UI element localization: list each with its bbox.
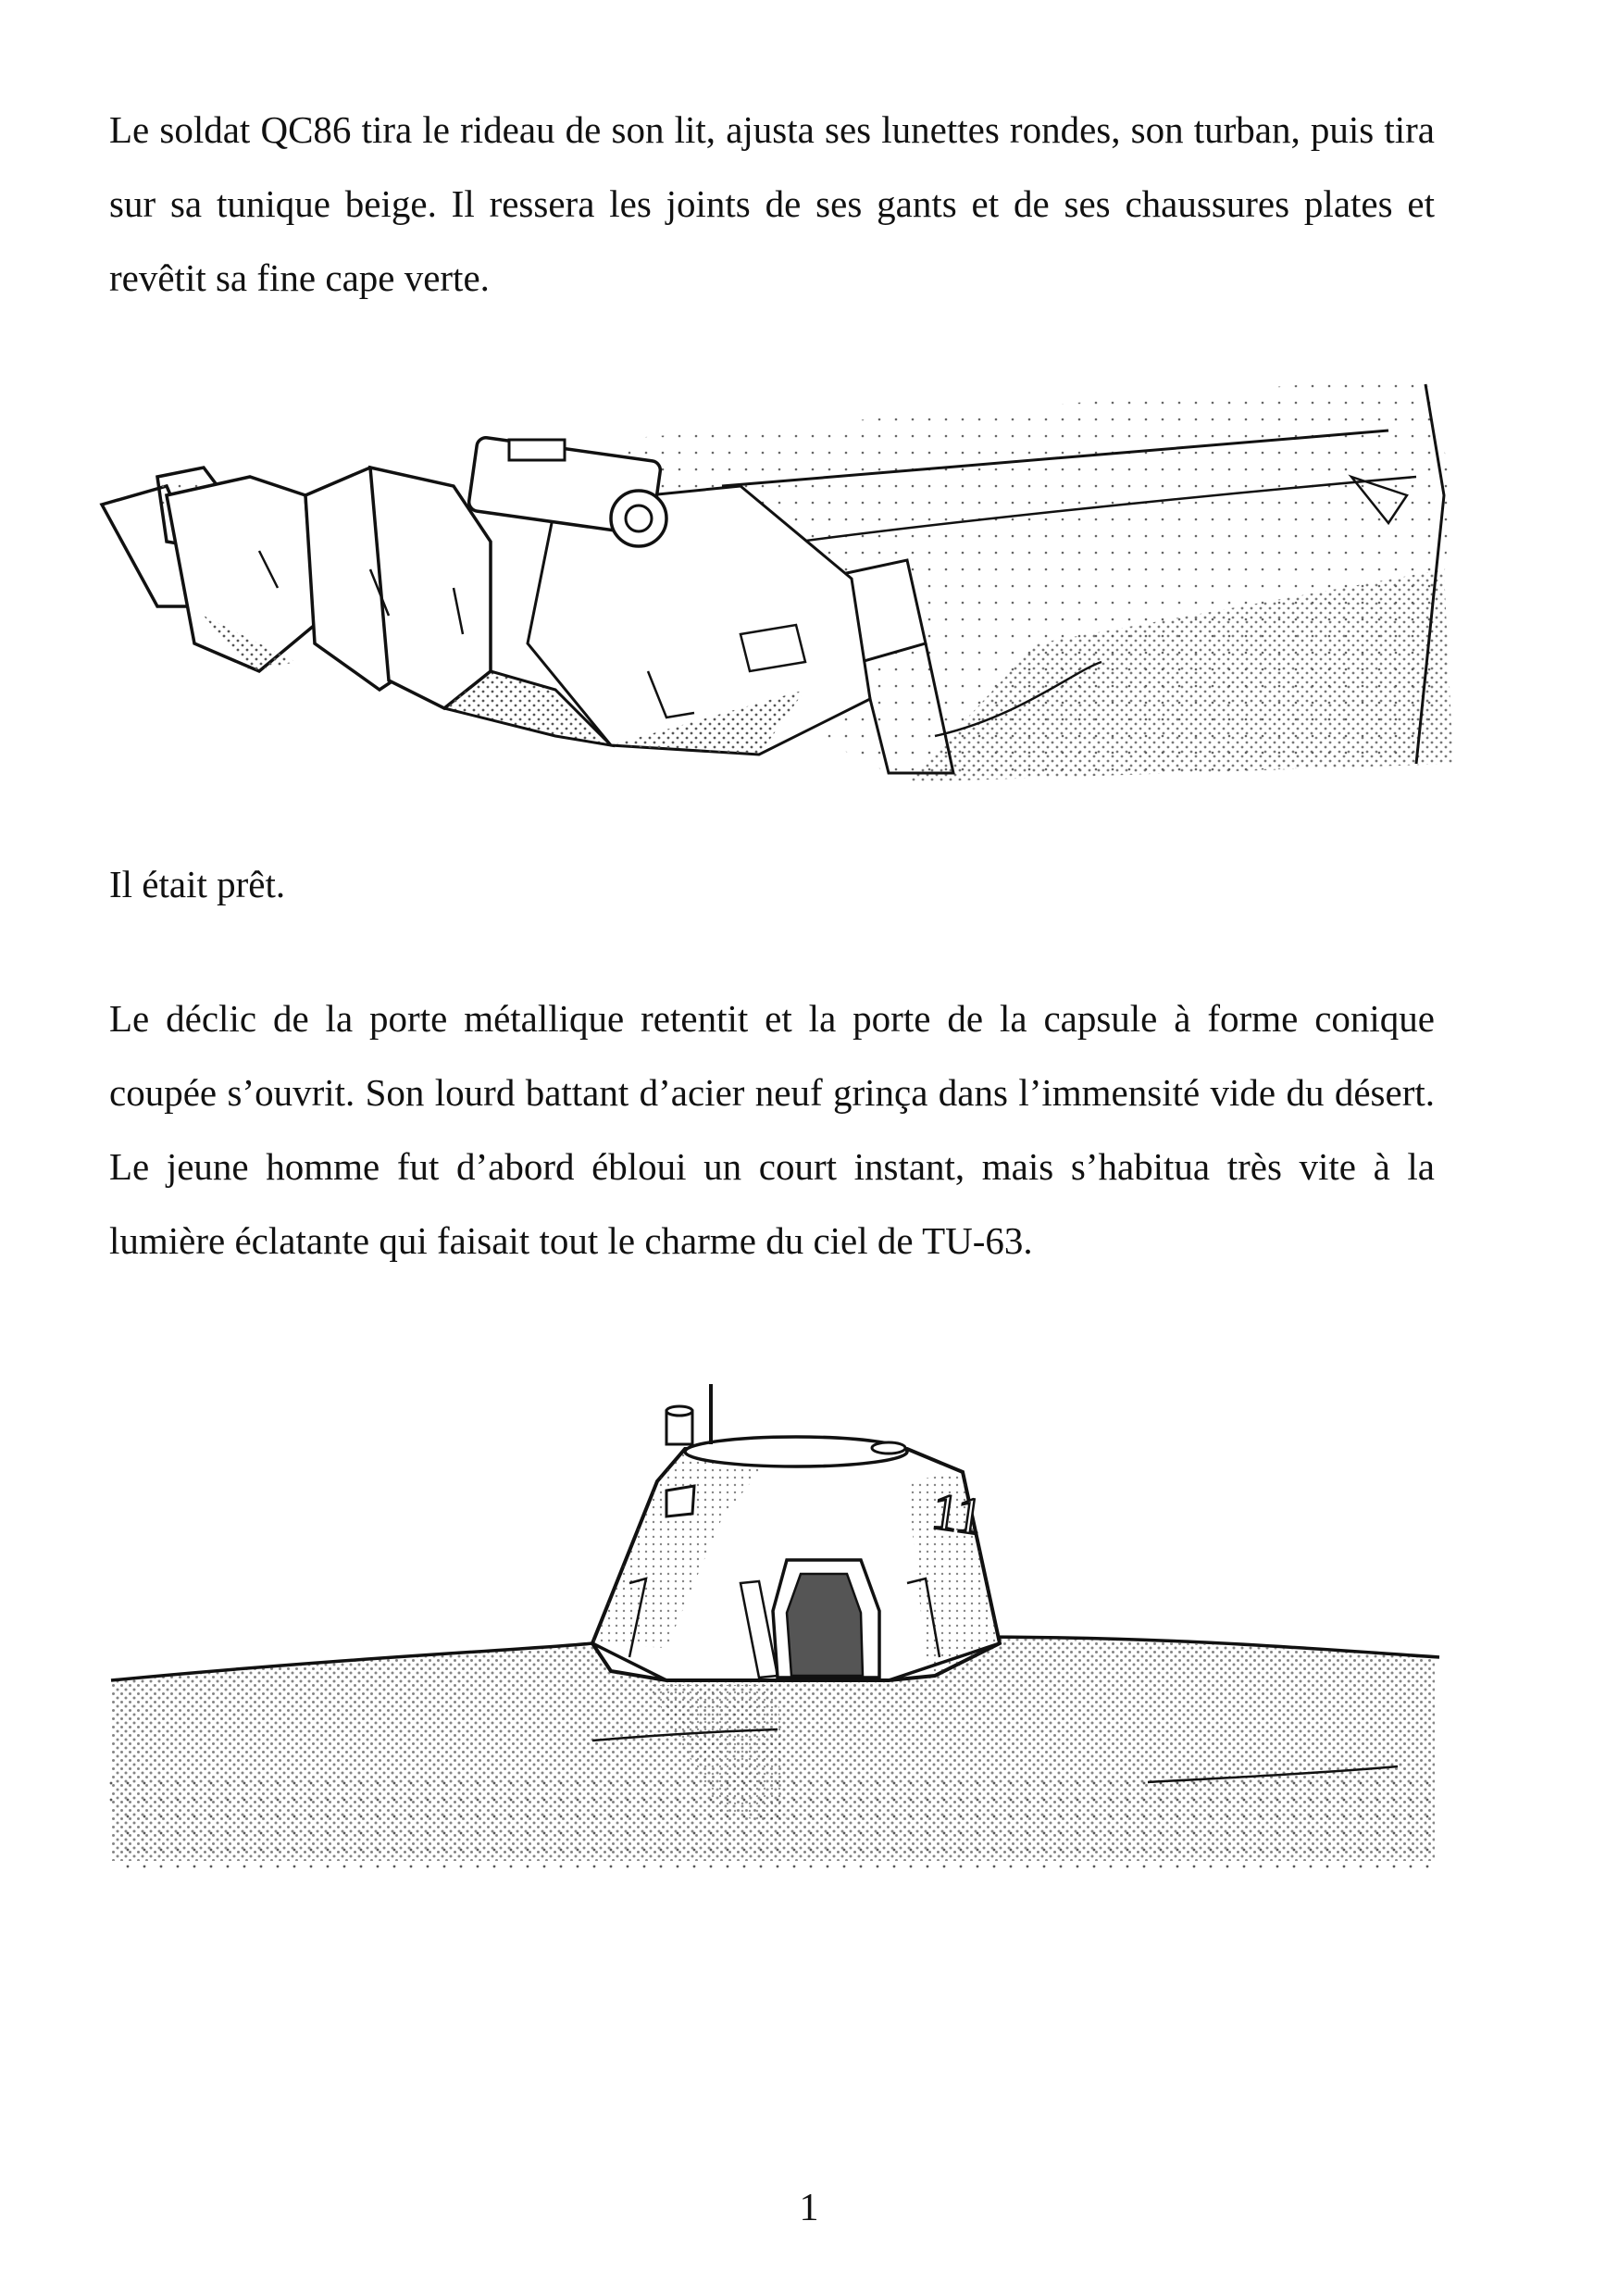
capsule-marking: 11 (928, 1482, 987, 1547)
paragraph-soldier-dressing: Le soldat QC86 tira le rideau de son lit, ajusta ses lunettes rondes, son turban, puis tira sur sa tunique beige. Il ressera les joints de ses gants et de ses chaussures plates et revêtit sa fine cape verte. (109, 108, 1435, 299)
paragraph-capsule-door: Le déclic de la porte métallique retentit et la porte de la capsule à forme conique coupée s’ouvrit. Son lourd battant d’acier neuf grinça dans l’immensité vide du désert. Le jeune homme fut d’abord ébloui un court instant, mais s’habitua très vite à la lumière éclatante qui faisait tout le charme du ciel de TU-63. (109, 997, 1435, 1262)
paragraph-ready: Il était prêt. (109, 863, 286, 905)
illustration-desert-capsule (74, 1379, 1462, 1898)
illustration-gloved-hand (93, 366, 1537, 801)
capsule (592, 1384, 1000, 1680)
page-number: 1 (799, 2187, 819, 2229)
